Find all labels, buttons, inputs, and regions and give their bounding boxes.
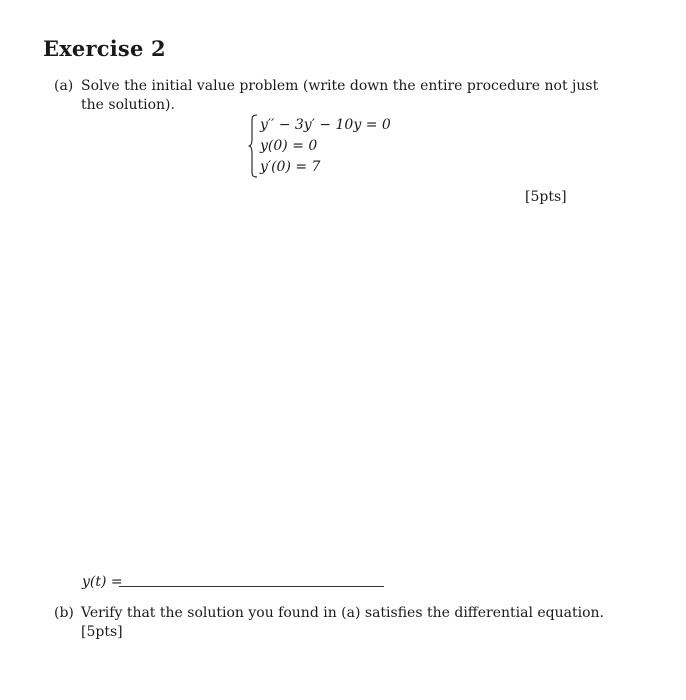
part-a-points: [5pts]: [525, 189, 567, 205]
exercise-title: Exercise 2: [43, 36, 166, 61]
equation-ode: y′′ − 3y′ − 10y = 0: [260, 117, 391, 133]
part-b-text: Verify that the solution you found in (a) satisfies the differential equation.: [81, 605, 605, 621]
answer-label: y(t) =: [82, 574, 123, 590]
part-b-points: [5pts]: [81, 624, 123, 640]
part-a-text-line2: the solution).: [81, 97, 175, 113]
left-brace-icon: [248, 114, 258, 178]
equations: [260, 115, 391, 178]
part-b-label: (b): [54, 605, 74, 621]
answer-line[interactable]: [119, 586, 384, 587]
part-a-label: (a): [54, 78, 74, 94]
equation-initial-derivative: y′(0) = 7: [260, 159, 321, 175]
part-a-text-line1: Solve the initial value problem (write down the entire procedure not just: [81, 78, 599, 94]
equation-initial-value: y(0) = 0: [260, 138, 318, 154]
